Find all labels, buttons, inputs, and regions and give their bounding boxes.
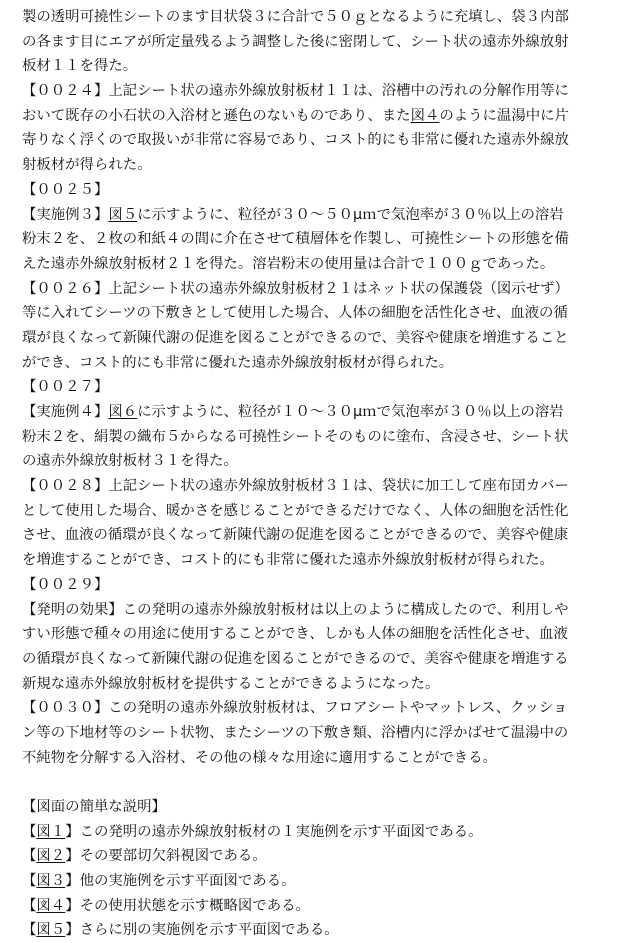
paragraph-0027-line-1 <box>22 400 614 425</box>
paragraph-0028-line-3: させ、血液の循環が良くなって新陳代謝の促進を図ることができるので、美容や健康 <box>22 527 569 544</box>
paragraph-0030-line-3: 不純物を分解する入浴材、その他の様々な用途に適用することができる。 <box>22 749 497 766</box>
figure-description: さらに別の実施例を示す平面図である。 <box>79 922 339 939</box>
paragraph-number-0028: 【００２８】 <box>22 478 109 495</box>
bracket-open: 【 <box>22 823 37 840</box>
bracket-close: 】 <box>65 897 80 914</box>
paragraph-text: 上記シート状の遠赤外線放射板材２１はネット状の保護袋（図示せず） <box>108 280 569 297</box>
figure-list-item <box>22 918 614 943</box>
paragraph-0029-line-2: すい形態で種々の用途に使用することができ、しかも人体の細胞を活性化させ、血液 <box>22 626 568 643</box>
figure-reference-link[interactable]: 図１ <box>36 823 66 840</box>
paragraph-0024-line-3: 寄りなく浮くので取扱いが非常に容易であり、コスト的にも非常に優れた遠赤外線放 <box>22 132 569 149</box>
paragraph-number-0024: 【００２４】 <box>22 83 109 100</box>
paragraph-0026-line-1 <box>22 277 614 302</box>
figure-list-item <box>22 894 614 919</box>
paragraph-0027-line-3: の遠赤外線放射板材３１を得た。 <box>22 453 238 470</box>
paragraph-0029-line-1 <box>22 598 614 623</box>
paragraph-0029-line-4: 新規な遠赤外線放射板材を提供することができるようになった。 <box>22 675 440 692</box>
intro-line-2: の各ます目にエアが所定量残るよう調整した後に密閉して、シート状の遠赤外線放射 <box>22 33 569 50</box>
paragraph-number-0025: 【００２５】 <box>22 181 109 198</box>
paragraph-0026-line-2: 等に入れてシーツの下敷きとして使用した場合、人体の細胞を活性化させ、血液の循 <box>22 305 568 322</box>
paragraph-text: 上記シート状の遠赤外線放射板材３１は、袋状に加工して座布団カバー <box>108 478 569 495</box>
figure-description: その要部切欠斜視図である。 <box>79 848 267 865</box>
paragraph-0027-line-2: 粉末２を、絹製の織布５からなる可撓性シートそのものに塗布、含浸させ、シート状 <box>22 428 569 445</box>
paragraph-0024-line-1 <box>22 79 614 104</box>
paragraph-number-0030: 【００３０】 <box>22 700 109 717</box>
paragraph-0030-line-2: ン等の下地材等のシート状物、またシーツの下敷き類、浴槽内に浮かばせて温湯中の <box>22 724 569 741</box>
intro-line-3: 板材１１を得た。 <box>22 58 138 75</box>
paragraph-0028-line-2: として使用した場合、暖かさを感じることができるだけでなく、人体の細胞を活性化 <box>22 502 569 519</box>
figure-list-item <box>22 869 614 894</box>
paragraph-0028-line-4: を増進することができ、コスト的にも非常に優れた遠赤外線放射板材が得られた。 <box>22 552 554 569</box>
paragraph-number-0027: 【００２７】 <box>22 379 109 396</box>
example-heading: 【実施例３】 <box>22 206 109 223</box>
paragraph-0025-line-2: 粉末２を、２枚の和紙４の間に介在させて積層体を作製し、可撓性シートの形態を備 <box>22 231 569 248</box>
figures-heading: 【図面の簡単な説明】 <box>22 799 166 815</box>
paragraph-0025-line-1 <box>22 203 614 228</box>
paragraph-0025-line-3: えた遠赤外線放射板材２１を得た。溶岩粉末の使用量は合計で１００ｇであった。 <box>22 255 555 272</box>
figure-reference-link[interactable]: 図４ <box>36 897 66 914</box>
paragraph-text: この発明の遠赤外線放射板材は、フロアシートやマットレス、クッショ <box>108 700 568 717</box>
paragraph-0024-line-4: 射板材が得られた。 <box>22 157 152 174</box>
paragraph-0026-line-3: 環が良くなって新陳代謝の促進を図ることができるので、美容や健康を増進すること <box>22 329 569 346</box>
bracket-open: 【 <box>22 848 37 865</box>
bracket-open: 【 <box>22 922 37 939</box>
paragraph-0030-line-1 <box>22 696 614 721</box>
paragraph-0028-line-1 <box>22 474 614 499</box>
figure-list-item <box>22 844 614 869</box>
bracket-close: 】 <box>65 873 80 890</box>
intro-line-1: 製の透明可撓性シートのます目状袋３に合計で５０ｇとなるように充填し、袋３内部 <box>22 9 569 25</box>
paragraph-0026-line-4: ができ、コスト的にも非常に優れた遠赤外線放射板材が得られた。 <box>22 354 454 371</box>
spacer <box>22 770 614 795</box>
figure-reference-link[interactable]: 図５ <box>36 922 66 939</box>
paragraph-text: この発明の遠赤外線放射板材は以上のように構成したので、利用しや <box>122 601 569 618</box>
paragraph-number-0026: 【００２６】 <box>22 280 109 297</box>
bracket-open: 【 <box>22 873 37 890</box>
paragraph-0029-line-3: の循環が良くなって新陳代謝の促進を図ることができるので、美容や健康を増進する <box>22 650 569 667</box>
figure-reference-link[interactable]: 図４ <box>410 107 440 124</box>
figure-reference-link[interactable]: 図６ <box>108 404 138 420</box>
figure-reference-link[interactable]: 図２ <box>36 848 66 865</box>
paragraph-text: に示すように、粒径が３０～５０μｍで気泡率が３０％以上の溶岩 <box>137 206 564 223</box>
bracket-close: 】 <box>65 922 80 939</box>
bracket-open: 【 <box>22 897 37 914</box>
example-heading: 【実施例４】 <box>22 404 109 420</box>
paragraph-text: おいて既存の小石状の入浴材と遜色のないものであり、また <box>22 107 411 124</box>
effects-heading: 【発明の効果】 <box>22 601 123 618</box>
bracket-close: 】 <box>65 823 80 840</box>
paragraph-text: に示すように、粒径が１０～３０μｍで気泡率が３０％以上の溶岩 <box>137 404 564 420</box>
figure-reference-link[interactable]: 図５ <box>108 206 138 223</box>
paragraph-0024-line-2 <box>22 104 614 129</box>
paragraph-text: のように温湯中に片 <box>439 107 569 124</box>
figure-description: この発明の遠赤外線放射板材の１実施例を示す平面図である。 <box>79 823 483 840</box>
figure-description: その使用状態を示す概略図である。 <box>79 897 310 914</box>
paragraph-text: 上記シート状の遠赤外線放射板材１１は、浴槽中の汚れの分解作用等に <box>108 83 569 100</box>
figure-description: 他の実施例を示す平面図である。 <box>79 873 296 890</box>
figure-reference-link[interactable]: 図３ <box>36 873 66 890</box>
paragraph-number-0029: 【００２９】 <box>22 576 109 593</box>
bracket-close: 】 <box>65 848 80 865</box>
figure-list-item <box>22 820 614 845</box>
